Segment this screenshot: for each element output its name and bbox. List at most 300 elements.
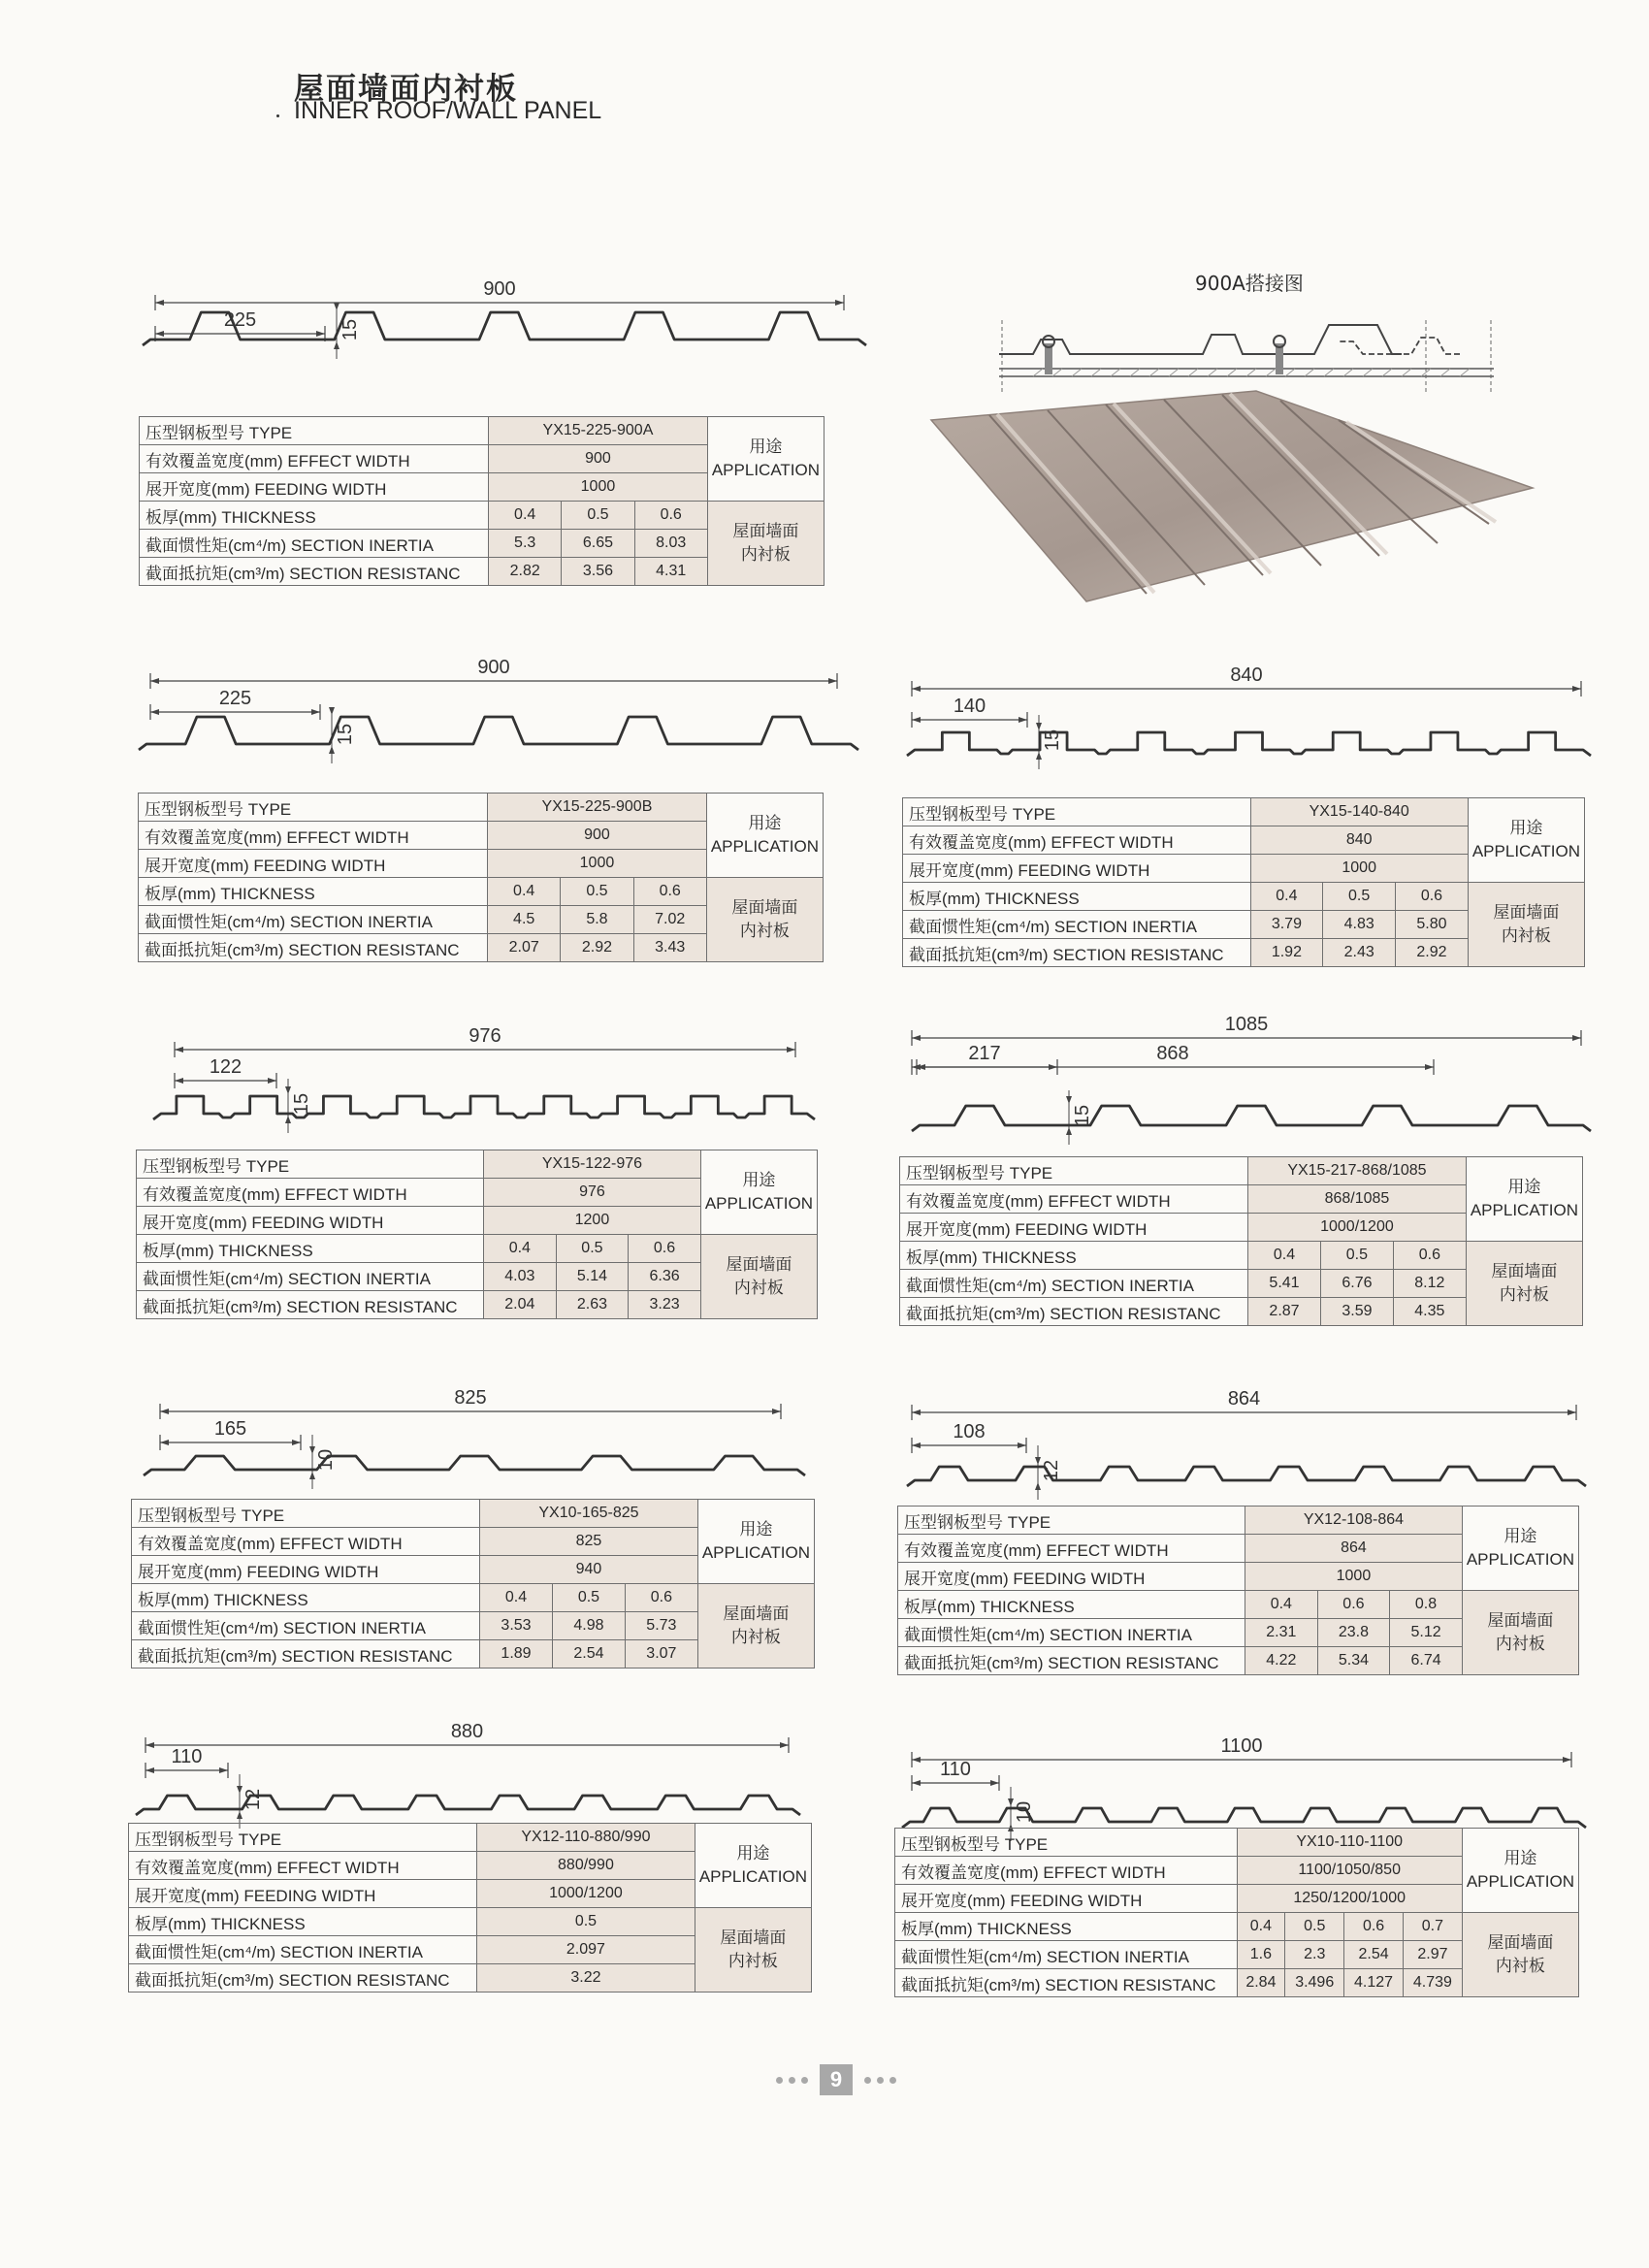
depth-arrowhead bbox=[1035, 1482, 1041, 1490]
row-label: 板厚(mm) THICKNESS bbox=[900, 1242, 1248, 1270]
application-use-line1: 屋面墙面 bbox=[1487, 1933, 1554, 1952]
spec-value: 2.3 bbox=[1285, 1941, 1344, 1969]
row-label: 有效覆盖宽度(mm) EFFECT WIDTH bbox=[895, 1857, 1238, 1885]
application-use-line1: 屋面墙面 bbox=[1493, 903, 1560, 922]
spec-value: 4.127 bbox=[1344, 1969, 1404, 1997]
total-width-label: 864 bbox=[1227, 1388, 1261, 1409]
spec-value: 2.31 bbox=[1245, 1619, 1318, 1647]
dimension-arrowhead bbox=[772, 1409, 781, 1414]
spec-value: 0.6 bbox=[634, 502, 707, 530]
row-label: 有效覆盖宽度(mm) EFFECT WIDTH bbox=[129, 1852, 477, 1880]
row-label: 截面抵抗矩(cm³/m) SECTION RESISTANC bbox=[132, 1640, 480, 1669]
application-label-en: APPLICATION bbox=[710, 837, 819, 856]
spec-value: 7.02 bbox=[633, 906, 706, 934]
dimension-arrowhead bbox=[1563, 1757, 1571, 1763]
row-label: 有效覆盖宽度(mm) EFFECT WIDTH bbox=[132, 1528, 480, 1556]
profile-drawing-yx12-108-864 bbox=[897, 1385, 1596, 1511]
row-label: 展开宽度(mm) FEEDING WIDTH bbox=[139, 850, 488, 878]
application-header bbox=[1468, 798, 1584, 883]
spec-value: 2.82 bbox=[489, 558, 562, 586]
total-width-label: 840 bbox=[1230, 664, 1263, 686]
depth-arrowhead bbox=[285, 1086, 291, 1094]
application-label-en: APPLICATION bbox=[1466, 1550, 1574, 1569]
pager-dot bbox=[889, 2077, 896, 2084]
spec-value: 3.56 bbox=[562, 558, 634, 586]
spec-value: 0.6 bbox=[1393, 1242, 1466, 1270]
spec-value: 5.8 bbox=[561, 906, 633, 934]
depth-arrowhead bbox=[329, 746, 335, 754]
spec-value: 8.12 bbox=[1393, 1270, 1466, 1298]
spec-value: 3.53 bbox=[480, 1612, 553, 1640]
row-label: 板厚(mm) THICKNESS bbox=[895, 1913, 1238, 1941]
spec-value: 6.76 bbox=[1320, 1270, 1393, 1298]
application-header bbox=[706, 794, 823, 878]
application-use-line1: 屋面墙面 bbox=[732, 522, 799, 540]
application-label-cn: 用途 bbox=[1504, 1527, 1537, 1545]
total-width-label: 976 bbox=[469, 1025, 501, 1047]
total-width-label: 825 bbox=[454, 1387, 487, 1409]
row-label: 压型钢板型号 TYPE bbox=[903, 798, 1251, 826]
page-title-cn: 屋面墙面内衬板 bbox=[294, 72, 518, 107]
spec-value: 0.4 bbox=[489, 502, 562, 530]
application-label-en: APPLICATION bbox=[1466, 1872, 1574, 1891]
application-use-line2: 内衬板 bbox=[1495, 1635, 1545, 1653]
spec-value: 0.5 bbox=[1320, 1242, 1393, 1270]
dimension-arrowhead bbox=[1018, 1442, 1026, 1448]
application-label-cn: 用途 bbox=[736, 1844, 770, 1863]
thickness-row bbox=[137, 1235, 818, 1263]
pitch-label: 122 bbox=[209, 1056, 242, 1078]
row-label: 展开宽度(mm) FEEDING WIDTH bbox=[137, 1207, 484, 1235]
row-label: 压型钢板型号 TYPE bbox=[137, 1150, 484, 1179]
pager-dot bbox=[864, 2077, 871, 2084]
application-use-line2: 内衬板 bbox=[728, 1952, 778, 1970]
row-label: 截面抵抗矩(cm³/m) SECTION RESISTANC bbox=[903, 939, 1251, 967]
spec-value: 23.8 bbox=[1317, 1619, 1390, 1647]
depth-arrowhead bbox=[334, 341, 340, 349]
total-width-label: 900 bbox=[483, 278, 516, 300]
spec-value: 840 bbox=[1250, 826, 1468, 855]
pitch-label: 225 bbox=[218, 688, 252, 709]
spec-value: 4.31 bbox=[634, 558, 707, 586]
depth-arrowhead bbox=[1036, 752, 1042, 760]
spec-value: YX15-225-900A bbox=[489, 417, 708, 445]
page-number: 9 bbox=[820, 2064, 853, 2095]
spec-value: 0.6 bbox=[1317, 1591, 1390, 1619]
dimension-arrowhead bbox=[1018, 717, 1027, 723]
dimension-arrowhead bbox=[219, 1767, 228, 1773]
spec-value: YX15-122-976 bbox=[484, 1150, 701, 1179]
application-label-cn: 用途 bbox=[742, 1171, 776, 1189]
spec-value: 0.4 bbox=[484, 1235, 557, 1263]
pitch-label: 225 bbox=[223, 309, 257, 331]
application-use-line1: 屋面墙面 bbox=[731, 898, 798, 917]
row-label: 展开宽度(mm) FEEDING WIDTH bbox=[132, 1556, 480, 1584]
spec-value: 5.14 bbox=[556, 1263, 629, 1291]
application-label-en: APPLICATION bbox=[701, 1543, 810, 1562]
application-value bbox=[1462, 1591, 1578, 1675]
row-label: 截面惯性矩(cm⁴/m) SECTION INERTIA bbox=[898, 1619, 1245, 1647]
application-header bbox=[1466, 1157, 1582, 1242]
application-label-cn: 用途 bbox=[1509, 819, 1543, 837]
panel-profile-line bbox=[912, 1106, 1591, 1131]
total-width-label: 880 bbox=[450, 1721, 484, 1742]
spec-value: 868/1085 bbox=[1248, 1185, 1467, 1214]
spec-value: 1000 bbox=[1245, 1563, 1463, 1591]
row-label: 压型钢板型号 TYPE bbox=[140, 417, 489, 445]
spec-value: 0.6 bbox=[625, 1584, 697, 1612]
dimension-arrowhead bbox=[155, 300, 164, 306]
spec-value: 2.54 bbox=[552, 1640, 625, 1669]
dimension-arrowhead bbox=[146, 1742, 154, 1748]
spec-value: 2.63 bbox=[556, 1291, 629, 1319]
type-row bbox=[132, 1500, 815, 1528]
spec-value: 0.4 bbox=[480, 1584, 553, 1612]
panel-photo bbox=[922, 383, 1542, 616]
row-label: 截面惯性矩(cm⁴/m) SECTION INERTIA bbox=[129, 1936, 477, 1964]
panel-profile-line bbox=[136, 1796, 800, 1815]
thickness-row bbox=[900, 1242, 1583, 1270]
pitch-label: 110 bbox=[171, 1746, 203, 1767]
spec-value: 1100/1050/850 bbox=[1237, 1857, 1462, 1885]
dimension-arrowhead bbox=[1568, 1409, 1576, 1415]
spec-value: 5.41 bbox=[1248, 1270, 1321, 1298]
application-header bbox=[697, 1500, 814, 1584]
dimension-arrowhead bbox=[311, 709, 320, 715]
dimension-arrowhead bbox=[175, 1078, 183, 1084]
dimension-arrowhead bbox=[1572, 686, 1581, 692]
spec-table-yx15-140-840 bbox=[902, 797, 1585, 967]
spec-value: 0.4 bbox=[1248, 1242, 1321, 1270]
thickness-row bbox=[139, 878, 824, 906]
spec-value: 0.4 bbox=[1245, 1591, 1318, 1619]
spec-value: 4.35 bbox=[1393, 1298, 1466, 1326]
spec-value: 3.22 bbox=[477, 1964, 695, 1993]
row-label: 截面抵抗矩(cm³/m) SECTION RESISTANC bbox=[139, 934, 488, 962]
pitch-label: 108 bbox=[953, 1421, 986, 1442]
depth-arrowhead bbox=[1066, 1096, 1072, 1104]
spec-value: 5.12 bbox=[1390, 1619, 1463, 1647]
application-use-line2: 内衬板 bbox=[740, 545, 791, 564]
title-bullet bbox=[276, 114, 279, 117]
spec-value: 5.34 bbox=[1317, 1647, 1390, 1675]
type-row bbox=[129, 1824, 812, 1852]
depth-arrowhead bbox=[237, 1811, 242, 1819]
application-use-line1: 屋面墙面 bbox=[723, 1604, 790, 1623]
spec-value: 0.5 bbox=[562, 502, 634, 530]
application-label-en: APPLICATION bbox=[704, 1194, 813, 1213]
application-value bbox=[1466, 1242, 1582, 1326]
dimension-arrowhead bbox=[912, 717, 921, 723]
dimension-arrowhead bbox=[292, 1440, 301, 1445]
application-use-line2: 内衬板 bbox=[730, 1628, 781, 1646]
row-label: 压型钢板型号 TYPE bbox=[129, 1824, 477, 1852]
spec-value: 0.4 bbox=[488, 878, 561, 906]
application-use-line1: 屋面墙面 bbox=[726, 1255, 792, 1274]
row-label: 有效覆盖宽度(mm) EFFECT WIDTH bbox=[140, 445, 489, 473]
dimension-arrowhead bbox=[912, 1757, 921, 1763]
total-width-label: 1085 bbox=[1224, 1014, 1269, 1035]
depth-label: 15 bbox=[1042, 729, 1063, 752]
row-label: 截面惯性矩(cm⁴/m) SECTION INERTIA bbox=[900, 1270, 1248, 1298]
row-label: 截面惯性矩(cm⁴/m) SECTION INERTIA bbox=[139, 906, 488, 934]
application-use-line1: 屋面墙面 bbox=[1491, 1262, 1558, 1280]
dimension-arrowhead bbox=[160, 1440, 169, 1445]
dimension-arrowhead bbox=[150, 678, 159, 684]
spec-value: 0.4 bbox=[1237, 1913, 1285, 1941]
spec-value: YX12-110-880/990 bbox=[477, 1824, 695, 1852]
panel-profile-line bbox=[902, 1808, 1586, 1828]
row-label: 截面抵抗矩(cm³/m) SECTION RESISTANC bbox=[898, 1647, 1245, 1675]
row-label: 截面惯性矩(cm⁴/m) SECTION INERTIA bbox=[140, 530, 489, 558]
dimension-arrowhead bbox=[268, 1078, 276, 1084]
spec-value: 4.5 bbox=[488, 906, 561, 934]
spec-value: YX10-165-825 bbox=[480, 1500, 698, 1528]
thickness-row bbox=[132, 1584, 815, 1612]
type-row bbox=[898, 1507, 1579, 1535]
profile-drawing-yx15-217-868-1085 bbox=[902, 1014, 1600, 1154]
spec-value: 900 bbox=[488, 822, 707, 850]
thickness-row bbox=[129, 1908, 812, 1936]
spec-value: 2.097 bbox=[477, 1936, 695, 1964]
spec-value: 976 bbox=[484, 1179, 701, 1207]
application-value bbox=[706, 878, 823, 962]
spec-value: 0.5 bbox=[1285, 1913, 1344, 1941]
row-label: 截面抵抗矩(cm³/m) SECTION RESISTANC bbox=[137, 1291, 484, 1319]
spec-value: 3.23 bbox=[629, 1291, 701, 1319]
dimension-arrowhead bbox=[1572, 1035, 1581, 1041]
application-label-cn: 用途 bbox=[739, 1520, 773, 1539]
row-label: 截面抵抗矩(cm³/m) SECTION RESISTANC bbox=[895, 1969, 1238, 1997]
application-use-line2: 内衬板 bbox=[1495, 1957, 1545, 1975]
row-label: 展开宽度(mm) FEEDING WIDTH bbox=[898, 1563, 1245, 1591]
spec-value: 2.84 bbox=[1237, 1969, 1285, 1997]
dimension-arrowhead bbox=[912, 1035, 921, 1041]
spec-value: 3.79 bbox=[1250, 911, 1323, 939]
panel-profile-line bbox=[153, 1096, 815, 1119]
profile-drawing-yx10-165-825 bbox=[136, 1373, 815, 1499]
spec-value: 2.92 bbox=[1396, 939, 1469, 967]
spec-value: 4.83 bbox=[1323, 911, 1396, 939]
application-label-cn: 用途 bbox=[1507, 1178, 1541, 1196]
row-label: 截面抵抗矩(cm³/m) SECTION RESISTANC bbox=[900, 1298, 1248, 1326]
row-label: 板厚(mm) THICKNESS bbox=[898, 1591, 1245, 1619]
row-label: 有效覆盖宽度(mm) EFFECT WIDTH bbox=[903, 826, 1251, 855]
row-label: 展开宽度(mm) FEEDING WIDTH bbox=[895, 1885, 1238, 1913]
spec-table-yx12-108-864 bbox=[897, 1506, 1579, 1675]
application-value bbox=[1462, 1913, 1578, 1997]
dimension-arrowhead bbox=[316, 331, 325, 337]
pager-dot bbox=[789, 2077, 795, 2084]
spec-value: 1000 bbox=[489, 473, 708, 502]
application-use-line1: 屋面墙面 bbox=[720, 1928, 787, 1947]
dimension-arrowhead bbox=[912, 1780, 921, 1786]
application-label-en: APPLICATION bbox=[698, 1867, 807, 1886]
row-label: 截面惯性矩(cm⁴/m) SECTION INERTIA bbox=[895, 1941, 1238, 1969]
depth-arrowhead bbox=[329, 707, 335, 715]
thickness-row bbox=[140, 502, 824, 530]
application-value bbox=[1468, 883, 1584, 967]
spec-value: 4.22 bbox=[1245, 1647, 1318, 1675]
total-width-label: 900 bbox=[477, 657, 510, 678]
row-label: 压型钢板型号 TYPE bbox=[898, 1507, 1245, 1535]
application-label-cn: 用途 bbox=[749, 437, 783, 456]
depth-label: 15 bbox=[291, 1092, 312, 1116]
thickness-row bbox=[898, 1591, 1579, 1619]
panel-profile-line bbox=[907, 1467, 1586, 1486]
spec-value: 2.54 bbox=[1344, 1941, 1404, 1969]
application-value bbox=[697, 1584, 814, 1669]
spec-value: 0.7 bbox=[1403, 1913, 1462, 1941]
dimension-arrowhead bbox=[1049, 1064, 1057, 1070]
depth-arrowhead bbox=[309, 1472, 315, 1479]
spec-table-yx15-217-868-1085 bbox=[899, 1156, 1583, 1326]
pitch-label: 165 bbox=[213, 1418, 247, 1440]
application-header bbox=[1462, 1507, 1578, 1591]
spec-value: 0.6 bbox=[629, 1235, 701, 1263]
spec-value: 5.73 bbox=[625, 1612, 697, 1640]
row-label: 有效覆盖宽度(mm) EFFECT WIDTH bbox=[137, 1179, 484, 1207]
dimension-arrowhead bbox=[175, 1047, 183, 1053]
panel-profile-line bbox=[144, 1456, 805, 1475]
application-use-line2: 内衬板 bbox=[733, 1279, 784, 1297]
type-row bbox=[140, 417, 824, 445]
spec-value: 0.4 bbox=[1250, 883, 1323, 911]
row-label: 板厚(mm) THICKNESS bbox=[139, 878, 488, 906]
application-header bbox=[700, 1150, 817, 1235]
spec-value: 0.6 bbox=[633, 878, 706, 906]
dimension-arrowhead bbox=[912, 686, 921, 692]
spec-value: YX15-217-868/1085 bbox=[1248, 1157, 1467, 1185]
depth-arrowhead bbox=[1036, 723, 1042, 730]
application-label-cn: 用途 bbox=[748, 814, 782, 832]
dimension-arrowhead bbox=[828, 678, 837, 684]
spec-value: 6.65 bbox=[562, 530, 634, 558]
application-header bbox=[1462, 1829, 1578, 1913]
row-label: 截面抵抗矩(cm³/m) SECTION RESISTANC bbox=[129, 1964, 477, 1993]
thickness-row bbox=[903, 883, 1585, 911]
spec-value: 6.36 bbox=[629, 1263, 701, 1291]
spec-table-yx10-110-1100 bbox=[894, 1828, 1579, 1997]
type-row bbox=[903, 798, 1585, 826]
page-title-en: INNER ROOF/WALL PANEL bbox=[294, 97, 602, 124]
dimension-arrowhead bbox=[912, 1442, 921, 1448]
spec-value: 0.5 bbox=[561, 878, 633, 906]
depth-arrowhead bbox=[285, 1116, 291, 1123]
type-row bbox=[137, 1150, 818, 1179]
spec-value: YX15-140-840 bbox=[1250, 798, 1468, 826]
spec-value: 3.496 bbox=[1285, 1969, 1344, 1997]
spec-value: 2.43 bbox=[1323, 939, 1396, 967]
spec-table-yx15-225-900b bbox=[138, 793, 824, 962]
profile-drawing-yx15-122-976 bbox=[146, 1019, 824, 1145]
page-number-indicator bbox=[776, 2064, 896, 2095]
spec-value: 1000/1200 bbox=[1248, 1214, 1467, 1242]
profile-drawing-yx15-225-900a bbox=[131, 254, 878, 380]
depth-arrowhead bbox=[1066, 1127, 1072, 1135]
application-label-en: APPLICATION bbox=[1471, 842, 1580, 860]
row-label: 压型钢板型号 TYPE bbox=[139, 794, 488, 822]
spec-value: 1200 bbox=[484, 1207, 701, 1235]
dimension-arrowhead bbox=[150, 709, 159, 715]
row-label: 板厚(mm) THICKNESS bbox=[137, 1235, 484, 1263]
depth-label: 15 bbox=[340, 318, 361, 341]
application-value bbox=[707, 502, 824, 586]
type-row bbox=[900, 1157, 1583, 1185]
spec-value: 0.6 bbox=[1396, 883, 1469, 911]
spec-value: YX12-108-864 bbox=[1245, 1507, 1463, 1535]
row-label: 板厚(mm) THICKNESS bbox=[140, 502, 489, 530]
spec-value: 0.5 bbox=[1323, 883, 1396, 911]
pager-dot bbox=[801, 2077, 808, 2084]
panel-profile-line bbox=[139, 717, 858, 750]
row-label: 板厚(mm) THICKNESS bbox=[903, 883, 1251, 911]
row-label: 压型钢板型号 TYPE bbox=[900, 1157, 1248, 1185]
depth-label: 15 bbox=[335, 723, 356, 746]
spec-value: 880/990 bbox=[477, 1852, 695, 1880]
spec-value: 5.3 bbox=[489, 530, 562, 558]
row-label: 截面惯性矩(cm⁴/m) SECTION INERTIA bbox=[132, 1612, 480, 1640]
spec-value: 1.89 bbox=[480, 1640, 553, 1669]
spec-value: 2.92 bbox=[561, 934, 633, 962]
spec-value: 0.5 bbox=[477, 1908, 695, 1936]
spec-value: 864 bbox=[1245, 1535, 1463, 1563]
spec-value: 900 bbox=[489, 445, 708, 473]
pitch-label: 110 bbox=[940, 1759, 971, 1780]
spec-value: 6.74 bbox=[1390, 1647, 1463, 1675]
depth-label: 15 bbox=[1072, 1104, 1093, 1127]
spec-value: 5.80 bbox=[1396, 911, 1469, 939]
application-header bbox=[695, 1824, 811, 1908]
dimension-arrowhead bbox=[780, 1742, 789, 1748]
spec-value: 1000/1200 bbox=[477, 1880, 695, 1908]
type-row bbox=[895, 1829, 1579, 1857]
dimension-arrowhead bbox=[1425, 1064, 1434, 1070]
spec-value: 0.5 bbox=[552, 1584, 625, 1612]
spec-value: 0.6 bbox=[1344, 1913, 1404, 1941]
spec-value: YX10-110-1100 bbox=[1237, 1829, 1462, 1857]
row-label: 展开宽度(mm) FEEDING WIDTH bbox=[903, 855, 1251, 883]
spec-value: 3.07 bbox=[625, 1640, 697, 1669]
pitch-label: 140 bbox=[953, 696, 986, 717]
row-label: 截面惯性矩(cm⁴/m) SECTION INERTIA bbox=[903, 911, 1251, 939]
spec-value: YX15-225-900B bbox=[488, 794, 707, 822]
depth-label: 12 bbox=[242, 1788, 264, 1811]
application-header bbox=[707, 417, 824, 502]
row-label: 压型钢板型号 TYPE bbox=[132, 1500, 480, 1528]
dimension-arrowhead bbox=[990, 1780, 999, 1786]
spec-value: 3.43 bbox=[633, 934, 706, 962]
spec-table-yx15-225-900a bbox=[139, 416, 824, 586]
pager-dot bbox=[877, 2077, 884, 2084]
spec-value: 940 bbox=[480, 1556, 698, 1584]
row-label: 截面抵抗矩(cm³/m) SECTION RESISTANC bbox=[140, 558, 489, 586]
panel-profile-line bbox=[907, 732, 1591, 756]
spec-value: 1000 bbox=[1250, 855, 1468, 883]
spec-value: 1250/1200/1000 bbox=[1237, 1885, 1462, 1913]
row-label: 展开宽度(mm) FEEDING WIDTH bbox=[900, 1214, 1248, 1242]
pager-dot bbox=[776, 2077, 783, 2084]
total-width-label: 1100 bbox=[1220, 1735, 1263, 1757]
spec-value: 0.5 bbox=[556, 1235, 629, 1263]
row-label: 板厚(mm) THICKNESS bbox=[132, 1584, 480, 1612]
spec-table-yx12-110-880 bbox=[128, 1823, 812, 1993]
row-label: 展开宽度(mm) FEEDING WIDTH bbox=[140, 473, 489, 502]
spec-value: 1.6 bbox=[1237, 1941, 1285, 1969]
application-value bbox=[700, 1235, 817, 1319]
row-label: 有效覆盖宽度(mm) EFFECT WIDTH bbox=[139, 822, 488, 850]
profile-drawing-yx15-225-900b bbox=[131, 652, 878, 778]
